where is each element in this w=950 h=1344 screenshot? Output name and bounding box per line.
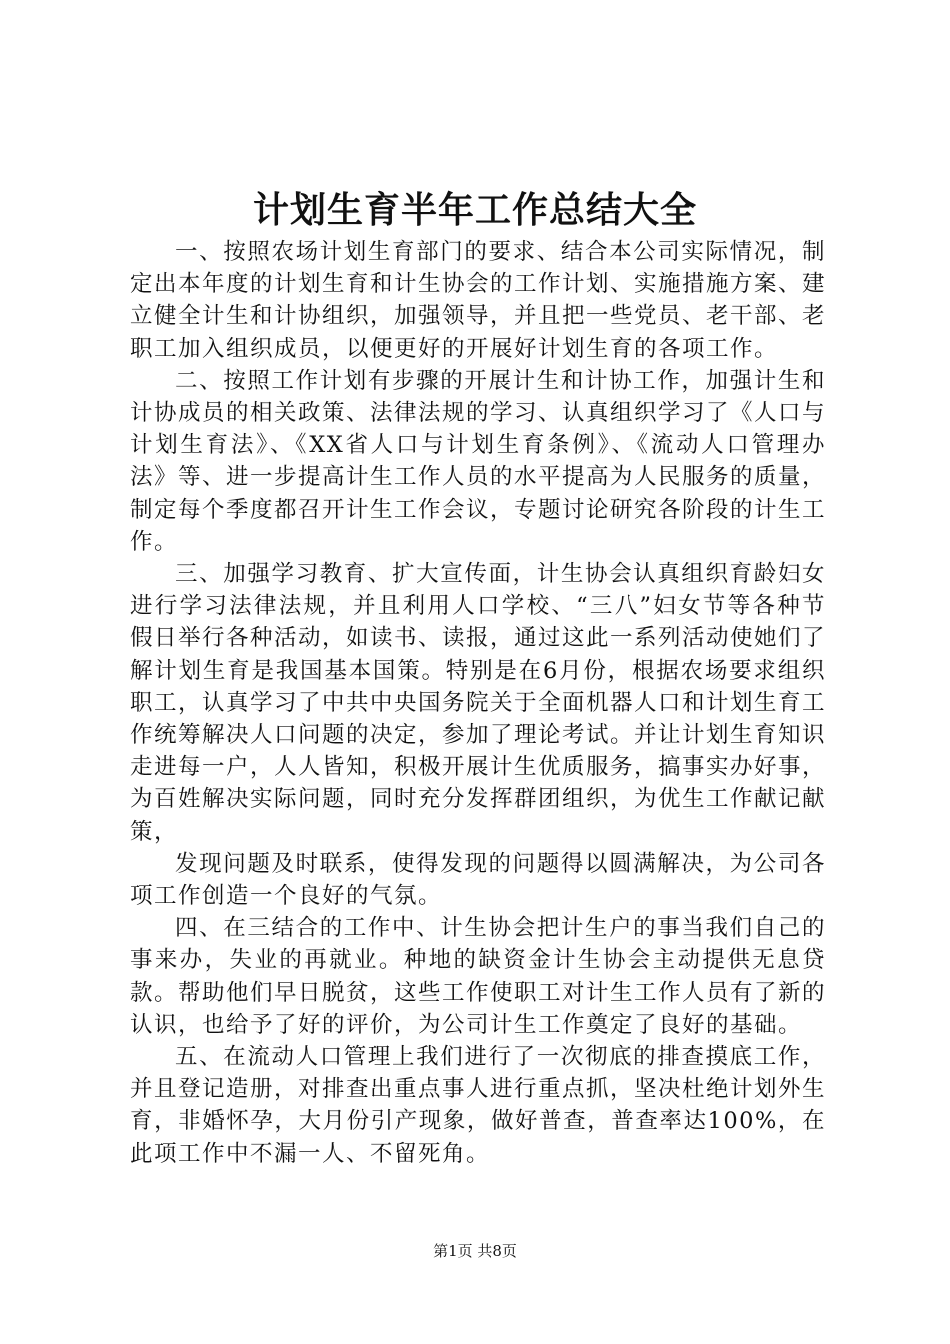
paragraph-3: 三、加强学习教育、扩大宣传面，计生协会认真组织育龄妇女进行学习法律法规，并且利用人口学校、“三八”妇女节等各种节假日举行各种活动，如读书、读报，通过这此一系列活动使她们了解计划生育是我国基本国策。特别是在6月份，根据农场要求组织职工，认真学习了中共中央国务院关于全面机器人口和计划生育工作统筹解决人口问题的决定，参加了理论考试。并让计划生育知识走进每一户，人人皆知，积极开展计生优质服务，搞事实办好事，为百姓解决实际问题，同时充分发挥群团组织，为优生工作献记献策， bbox=[130, 561, 827, 845]
page-number-footer: 第1页 共8页 bbox=[433, 1242, 517, 1260]
paragraph-4: 发现问题及时联系，使得发现的问题得以圆满解决，为公司各项工作创造一个良好的气氛。 bbox=[130, 850, 826, 910]
document-body bbox=[130, 236, 826, 1170]
document-title: 计划生育半年工作总结大全 bbox=[252, 189, 697, 231]
paragraph-5: 四、在三结合的工作中、计生协会把计生户的事当我们自己的事来办，失业的再就业。种地的缺资金计生协会主动提供无息贷款。帮助他们早日脱贫，这些工作使职工对计生工作人员有了新的认识，也给予了好的评价，为公司计生工作奠定了良好的基础。 bbox=[130, 915, 827, 1038]
paragraph-6: 五、在流动人口管理上我们进行了一次彻底的排查摸底工作，并且登记造册，对排查出重点事人进行重点抓，坚决杜绝计划外生育，非婚怀孕，大月份引产现象，做好普查，普查率达100%，在此项工作中不漏一人、不留死角。 bbox=[130, 1044, 827, 1167]
paragraph-1: 一、按照农场计划生育部门的要求、结合本公司实际情况，制定出本年度的计划生育和计生协会的工作计划、实施措施方案、建立健全计生和计协组织，加强领导，并且把一些党员、老干部、老职工加入组织成员，以便更好的开展好计划生育的各项工作。 bbox=[130, 239, 827, 362]
paragraph-2: 二、按照工作计划有步骤的开展计生和计协工作，加强计生和计协成员的相关政策、法律法规的学习、认真组织学习了《人口与计划生育法》、《XX省人口与计划生育条例》、《流动人口管理办法》等、进一步提高计生工作人员的水平提高为人民服务的质量，制定每个季度都召开计生工作会议，专题讨论研究各阶段的计生工作。 bbox=[130, 367, 827, 555]
